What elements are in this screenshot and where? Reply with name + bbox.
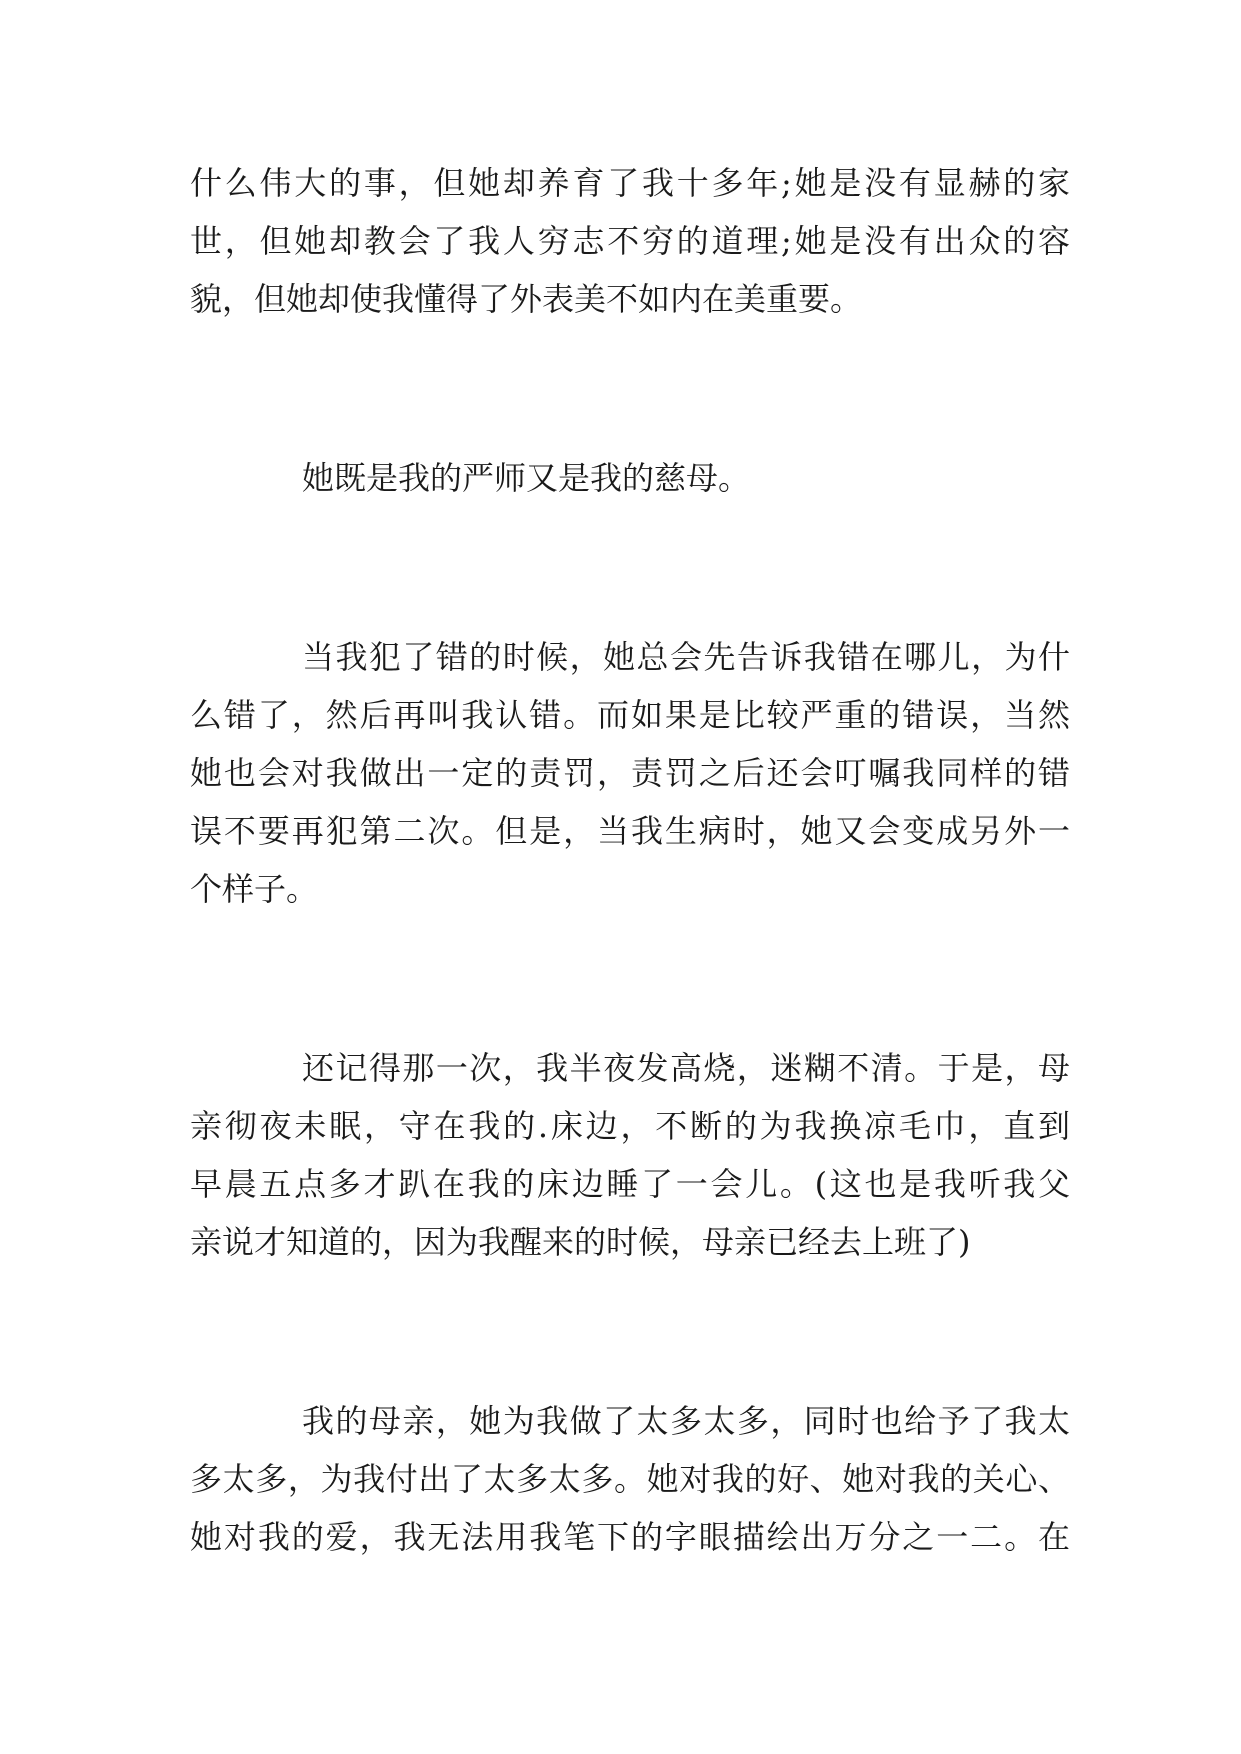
paragraph-line: 亲彻夜未眠，守在我的.床边，不断的为我换凉毛巾，直到 <box>190 1107 1070 1145</box>
paragraph-line: 误不要再犯第二次。但是，当我生病时，她又会变成另外一 <box>190 812 1070 850</box>
paragraph-line: 她既是我的严师又是我的慈母。 <box>302 459 751 497</box>
paragraph-line: 还记得那一次，我半夜发高烧，迷糊不清。于是，母 <box>302 1049 1070 1087</box>
paragraph-line: 什么伟大的事，但她却养育了我十多年;她是没有显赫的家 <box>190 164 1070 202</box>
paragraph-line: 她对我的爱，我无法用我笔下的字眼描绘出万分之一二。在 <box>190 1518 1070 1556</box>
paragraph-line: 世，但她却教会了我人穷志不穷的道理;她是没有出众的容 <box>190 222 1070 260</box>
paragraph-line: 个样子。 <box>190 870 319 908</box>
paragraph-line: 亲说才知道的，因为我醒来的时候，母亲已经去上班了) <box>190 1223 971 1261</box>
paragraph-line: 早晨五点多才趴在我的床边睡了一会儿。(这也是我听我父 <box>190 1165 1070 1203</box>
paragraph-line: 多太多，为我付出了太多太多。她对我的好、她对我的关心、 <box>190 1460 1070 1498</box>
paragraph-line: 貌，但她却使我懂得了外表美不如内在美重要。 <box>190 280 863 318</box>
paragraph-line: 我的母亲，她为我做了太多太多，同时也给予了我太 <box>302 1402 1070 1440</box>
paragraph-line: 当我犯了错的时候，她总会先告诉我错在哪儿，为什 <box>302 638 1070 676</box>
paragraph-line: 她也会对我做出一定的责罚，责罚之后还会叮嘱我同样的错 <box>190 754 1070 792</box>
paragraph-line: 么错了，然后再叫我认错。而如果是比较严重的错误，当然 <box>190 696 1070 734</box>
